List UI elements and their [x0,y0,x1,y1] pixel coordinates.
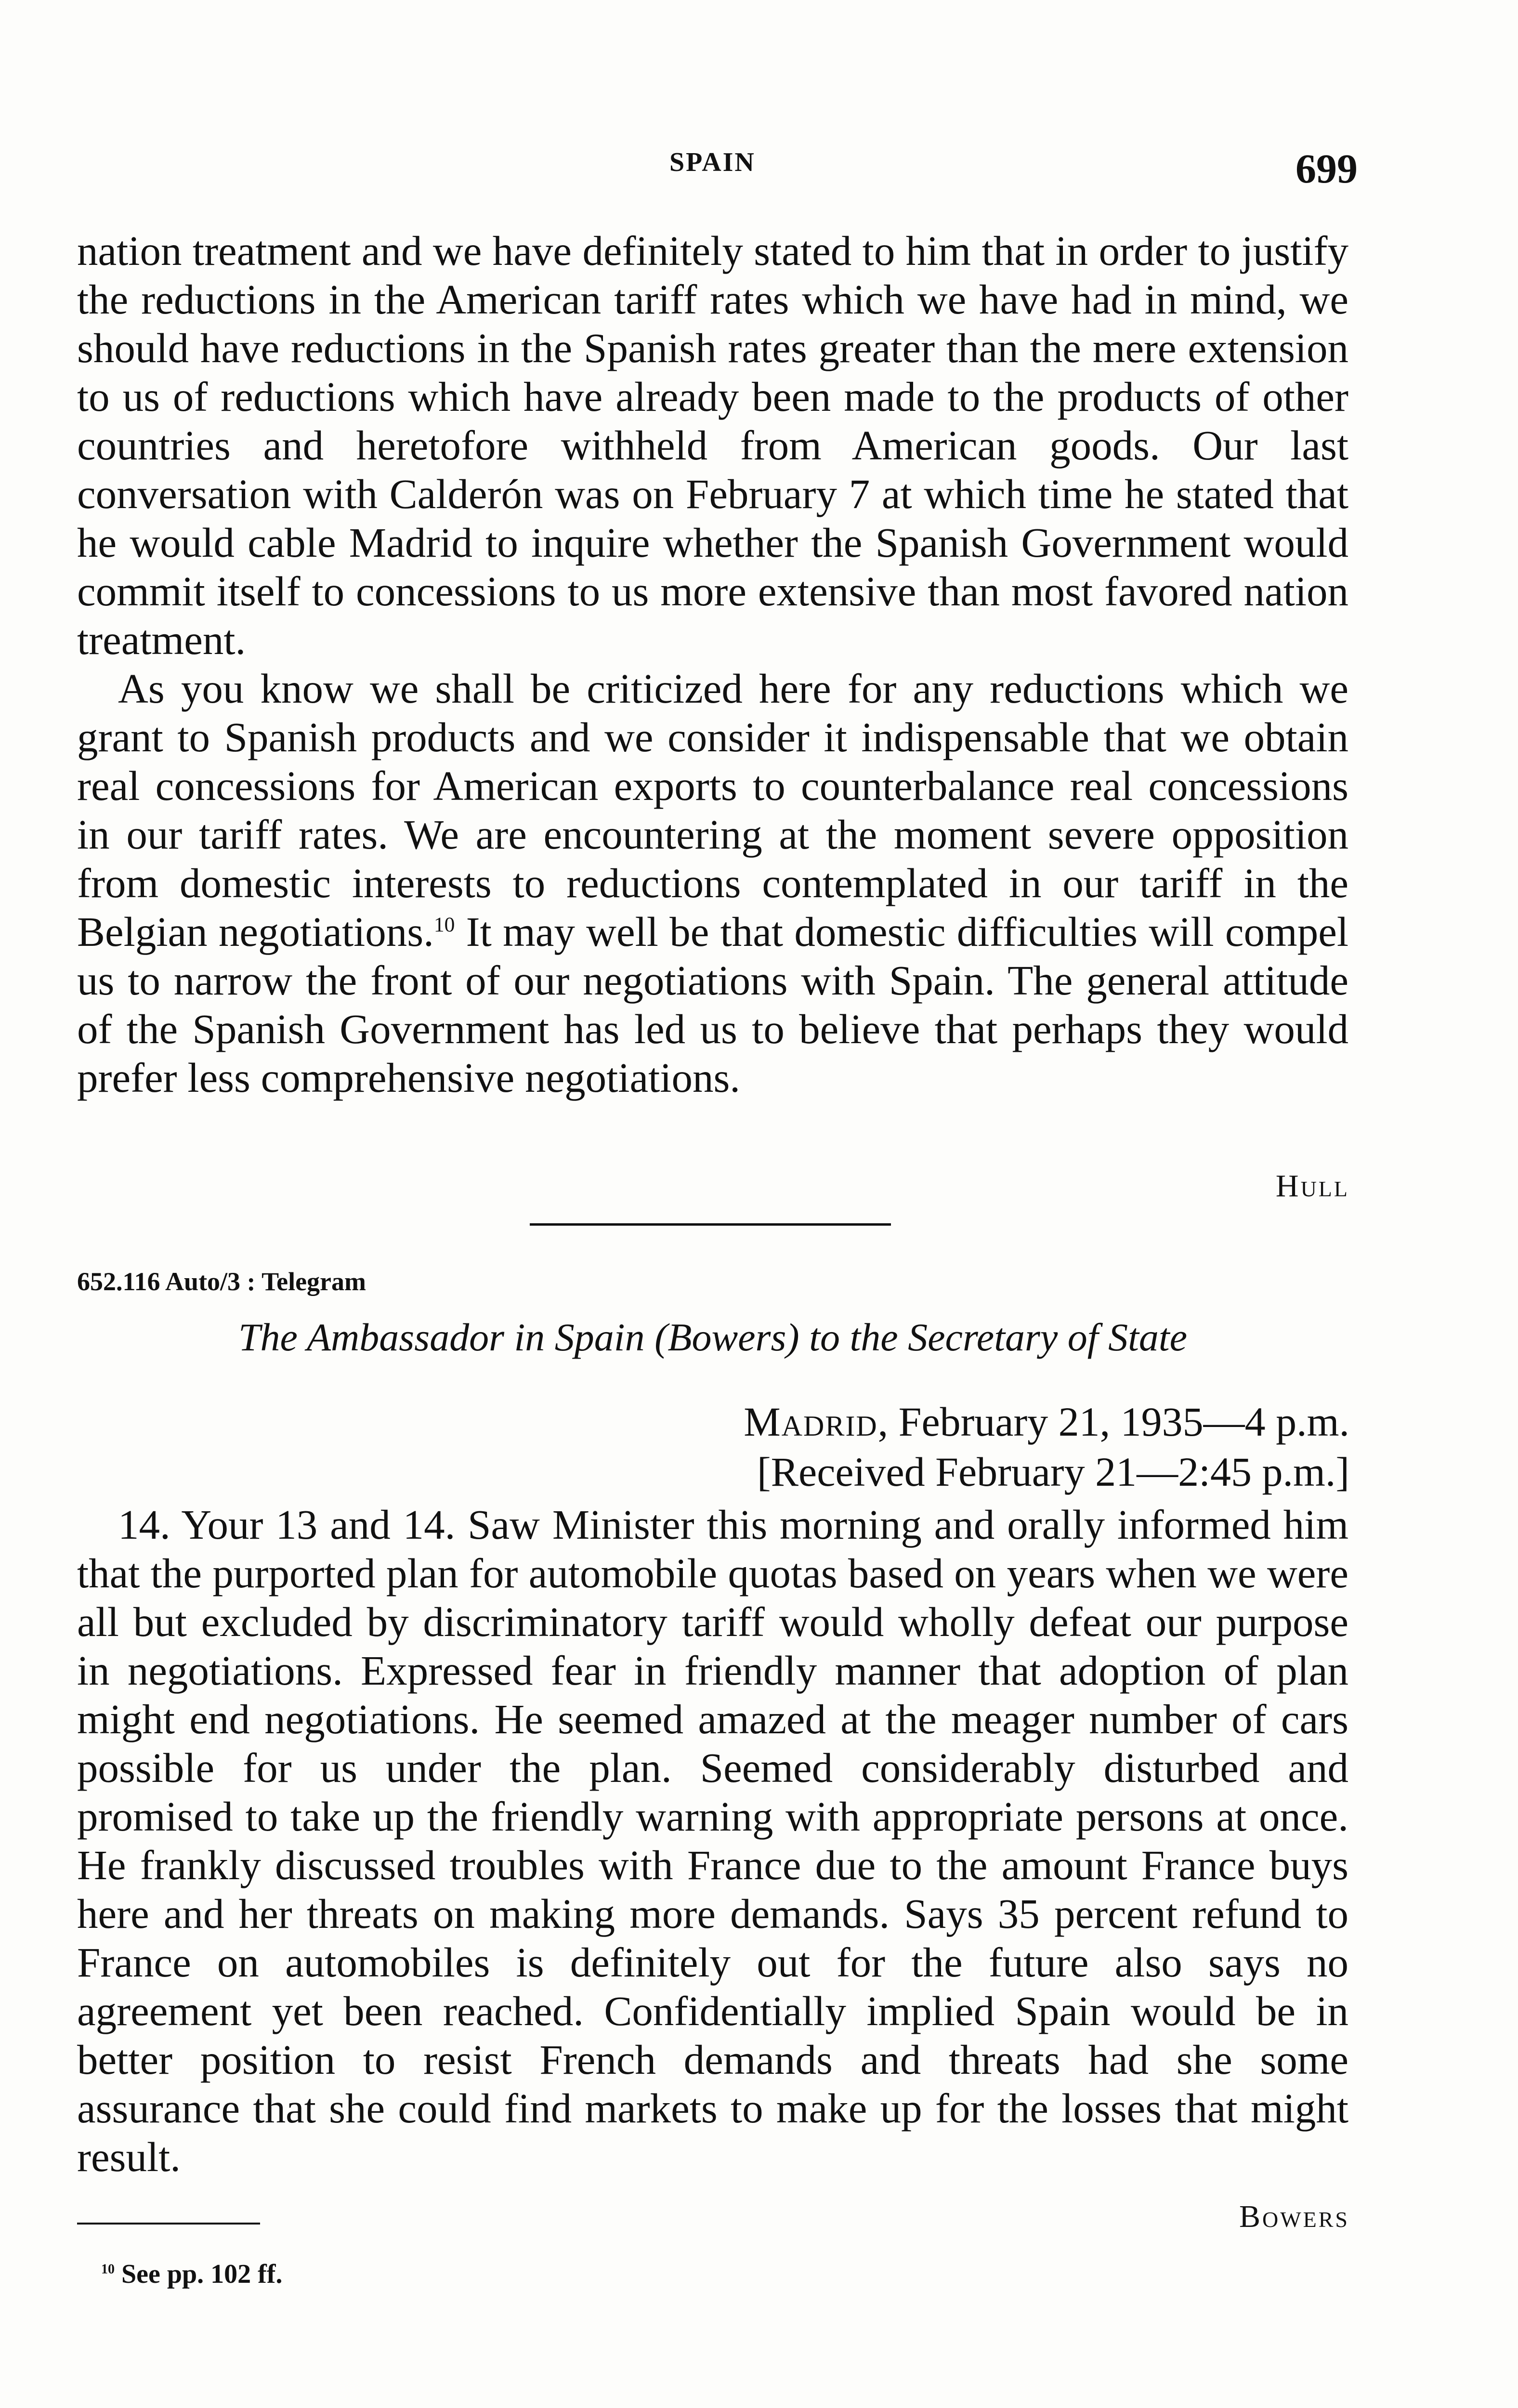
document-heading: The Ambassador in Spain (Bowers) to the Secretary of State [238,1315,1188,1359]
footnote-text: See pp. 102 ff. [115,2259,283,2289]
paragraph-text-before-note: As you know we shall be criticized here for any reductions which we grant to Spanish products and we consider it indispensable that we obtain real concessions for American exports to counterbalance real concessions in our tariff rates. We are encountering at the moment severe opposition from domestic interests to reductions contemplated in our tariff in the Belgian negotiations. [77,665,1348,955]
file-reference: 652.116 Auto/3 : Telegram [77,1267,366,1296]
dateline-received: [Received February 21—2:45 p.m.] [757,1449,1349,1495]
footnote-marker: 10 [101,2262,115,2277]
dateline-date: , February 21, 1935—4 p.m. [877,1399,1349,1445]
page-number: 699 [1296,145,1358,192]
signature-hull: Hull [1275,1168,1349,1204]
footnote [101,2259,282,2290]
footnote-divider [77,2223,260,2225]
running-header: SPAIN [669,147,756,177]
dateline [744,1397,1349,1497]
section-divider [530,1223,891,1226]
hull-letter-body [77,226,1348,1102]
dateline-place: Madrid [744,1399,878,1445]
telegram-paragraph: 14. Your 13 and 14. Saw Minister this morning and orally informed him that the purported plan for automobile quotas based on years when we were all but excluded by discriminatory tariff would wholly defeat our purpose in negotiations. Expressed fear in friendly manner that adoption of plan might end negotiations. He seemed amazed at the meager number of cars possible for us under the plan. Seemed considerably disturbed and promised to take up the friendly warning with appropriate persons at once. He frankly discussed troubles with France due to the amount France buys here and her threats on making more demands. Says 35 percent refund to France on automobiles is definitely out for the future also says no agreement yet been reached. Confidentially implied Spain would be in better position to resist French demands and threats had she some assurance that she could find markets to make up for the losses that might result. [77,1501,1348,2180]
signature-bowers: Bowers [1239,2199,1349,2234]
paragraph-continuation: nation treatment and we have definitely stated to him that in order to justify the reductions in the American tariff rates which we have had in mind, we should have reductions in the Spanish rates greater than the mere extension to us of reductions which have already been made to the products of other countries and heretofore withheld from American goods. Our last conversation with Calderón was on February 7 at which time he stated that he would cable Madrid to inquire whether the Spanish Government would commit itself to concessions to us more extensive than most favored nation treatment. [77,227,1348,663]
footnote-reference: 10 [433,913,455,936]
telegram-body [77,1500,1348,2181]
paragraph-text-after-note: It may well be that domestic difficulties will compel us to narrow the front of our negotiations with Spain. The general attitude of the Spanish Government has led us to believe that perhaps they would prefer less comprehensive negotiations. [77,908,1348,1101]
paragraph-criticism [77,664,1348,1102]
dateline-sent [744,1397,1349,1447]
